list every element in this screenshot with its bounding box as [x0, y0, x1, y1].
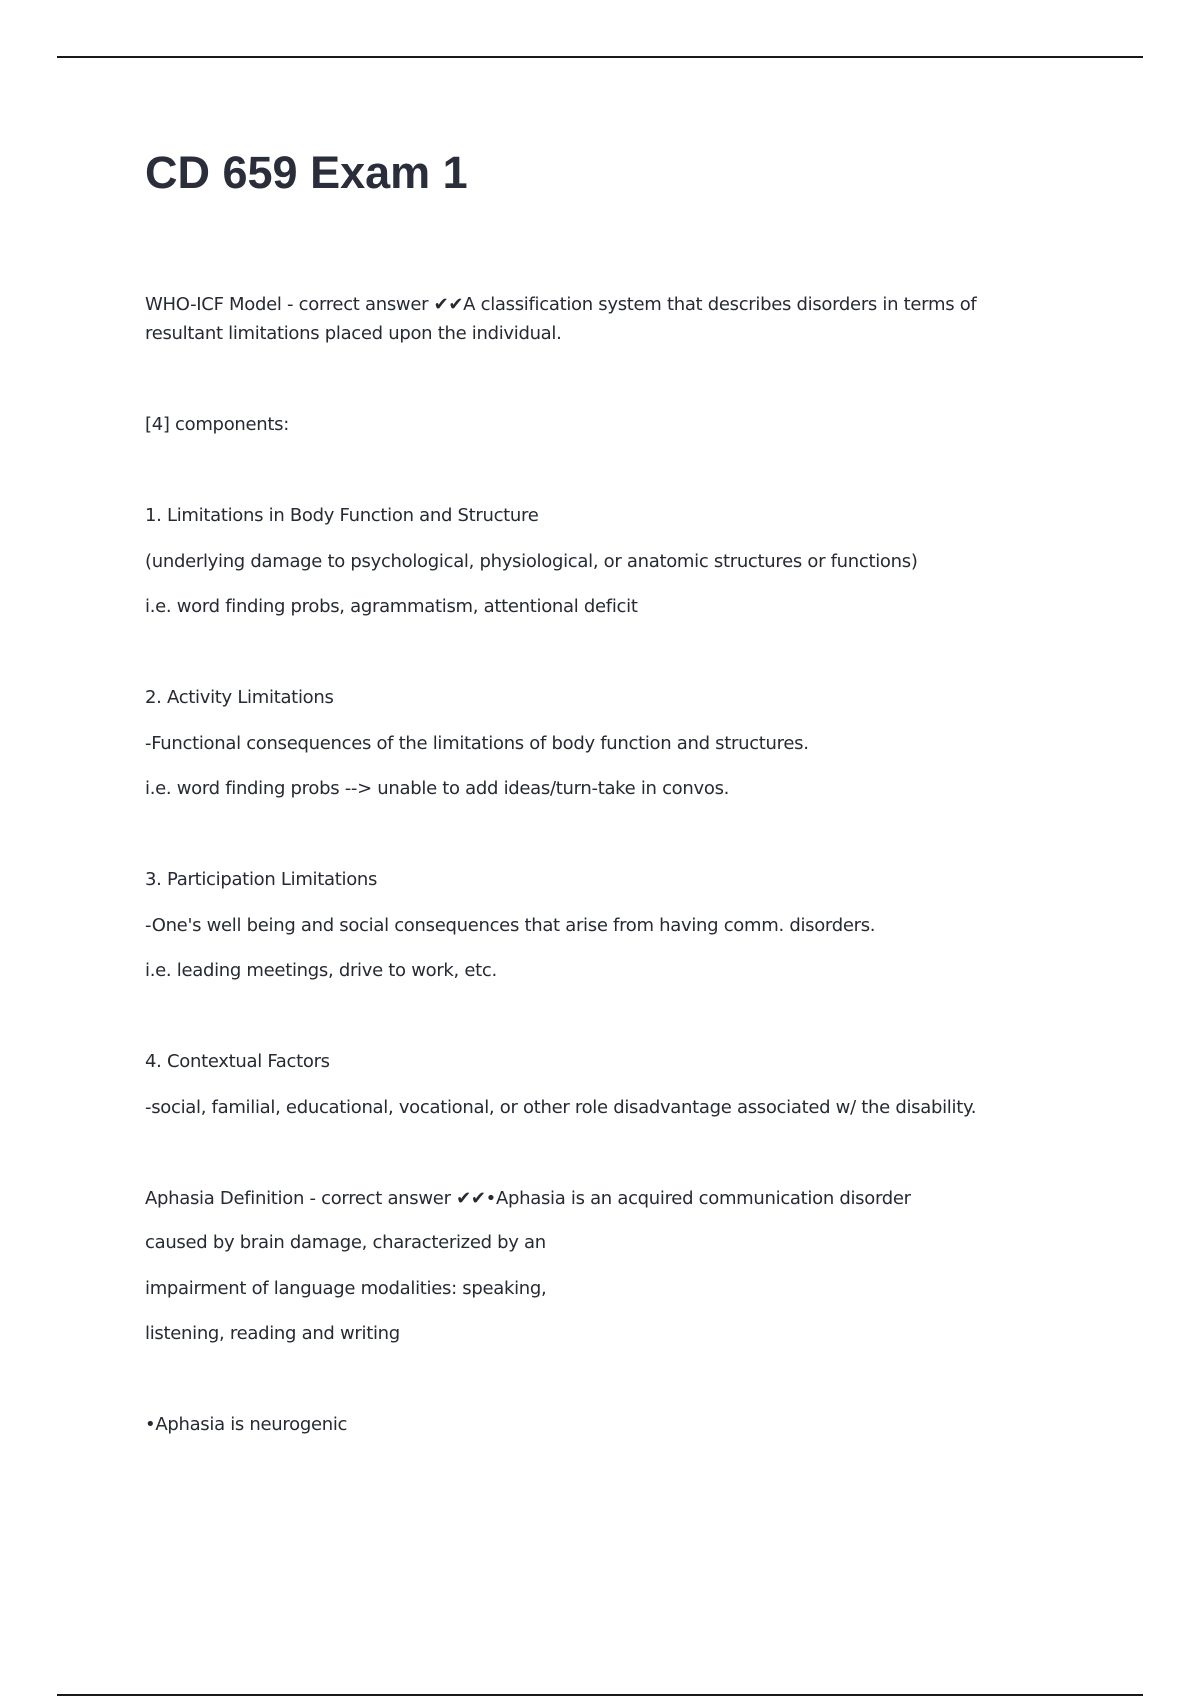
component-1-description: (underlying damage to psychological, physiological, or anatomic structures or functions)	[145, 551, 918, 572]
component-3-example: i.e. leading meetings, drive to work, etc.	[145, 960, 497, 981]
components-intro: [4] components:	[145, 414, 289, 435]
aphasia-line-4: listening, reading and writing	[145, 1323, 400, 1344]
component-2-heading: 2. Activity Limitations	[145, 687, 334, 708]
component-2-description: -Functional consequences of the limitations of body function and structures.	[145, 733, 809, 754]
aphasia-line-2: caused by brain damage, characterized by an	[145, 1232, 546, 1253]
component-3-heading: 3. Participation Limitations	[145, 869, 378, 890]
who-icf-line-2: resultant limitations placed upon the individual.	[145, 323, 562, 344]
component-4-description: -social, familial, educational, vocational, or other role disadvantage associated w/ the disability.	[145, 1097, 977, 1118]
top-rule	[57, 56, 1143, 58]
component-4-heading: 4. Contextual Factors	[145, 1051, 330, 1072]
page-title: CD 659 Exam 1	[145, 147, 468, 198]
component-1-heading: 1. Limitations in Body Function and Structure	[145, 505, 539, 526]
component-1-example: i.e. word finding probs, agrammatism, attentional deficit	[145, 596, 638, 617]
aphasia-line-3: impairment of language modalities: speaking,	[145, 1278, 547, 1299]
component-2-example: i.e. word finding probs --> unable to add ideas/turn-take in convos.	[145, 778, 730, 799]
who-icf-line-1: WHO-ICF Model - correct answer ✔✔A classification system that describes disorders in terms of	[145, 294, 977, 315]
aphasia-neurogenic: •Aphasia is neurogenic	[145, 1414, 348, 1435]
bottom-rule	[57, 1694, 1143, 1696]
aphasia-line-1: Aphasia Definition - correct answer ✔✔•Aphasia is an acquired communication disorder	[145, 1188, 911, 1209]
component-3-description: -One's well being and social consequences that arise from having comm. disorders.	[145, 915, 876, 936]
